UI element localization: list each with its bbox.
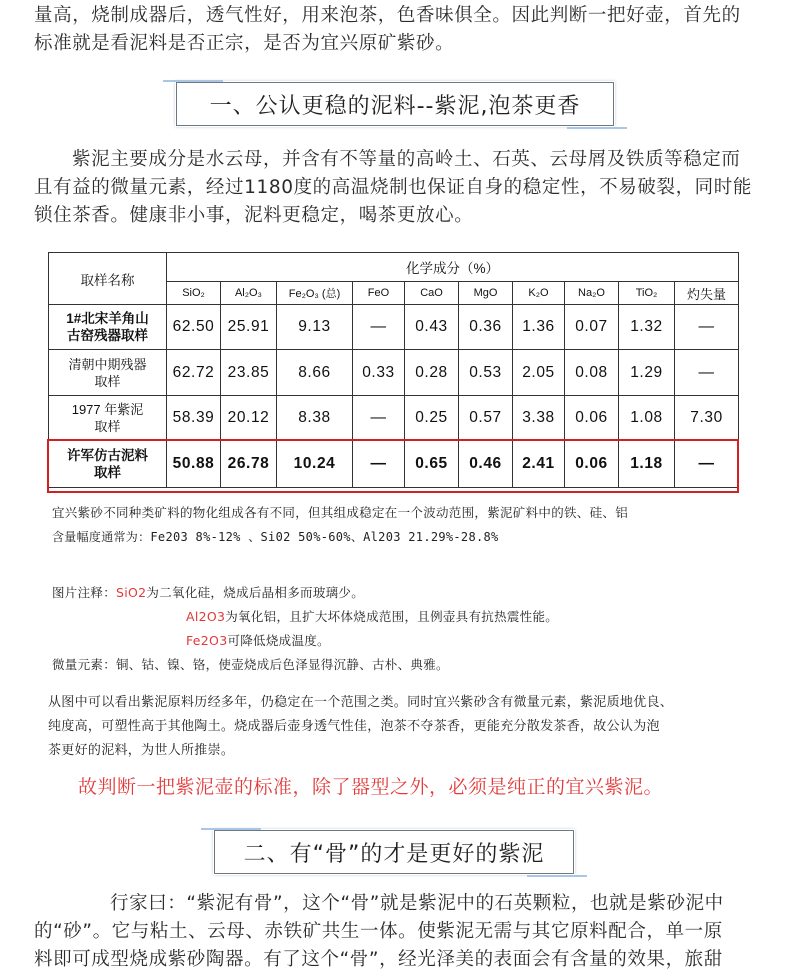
table-cell: 1.18: [619, 440, 675, 488]
conclusion-line-1: 从图中可以看出紫泥原料历经多年，仍稳定在一个范围之类。同时宜兴紫砂含有微量元素，紫泥质地优良、: [48, 695, 674, 710]
section-1-para-line-3: 锁住茶香。健康非小事，泥料更稳定，喝茶更放心。: [34, 205, 474, 226]
row-name-line: 1#北宋羊角山: [66, 311, 149, 326]
table-cell: —: [675, 440, 739, 488]
table-cell: 62.72: [167, 350, 221, 396]
row-name-line: 许军仿古泥料: [67, 447, 148, 463]
row-name-line: 取样: [94, 418, 121, 434]
section-2-heading-text: 二、有“骨”的才是更好的紫泥: [243, 841, 545, 867]
col-header: FeO: [353, 282, 405, 305]
table-cell: —: [675, 350, 739, 396]
fe2o3-label: Fe2O3: [186, 633, 228, 648]
table-cell: —: [353, 440, 405, 488]
table-cell: 10.24: [277, 440, 353, 488]
col-header: TiO₂: [619, 282, 675, 305]
col-header: Fe₂O₃ (总): [277, 282, 353, 305]
table-cell: —: [353, 305, 405, 350]
table-cell: 25.91: [221, 305, 277, 350]
table-cell: 0.43: [405, 305, 459, 350]
conclusion-line-2: 纯度高，可塑性高于其他陶土。烧成器后壶身透气性佳，泡茶不夺茶香，更能充分散发茶香，故公认为泡: [48, 719, 660, 734]
table-row: [49, 305, 739, 350]
col-header: Al₂O₃: [221, 282, 277, 305]
table-cell: 20.12: [221, 396, 277, 440]
table-corner-header: 取样名称: [49, 253, 167, 305]
col-header: 灼失量: [675, 282, 739, 305]
table-cell: —: [353, 396, 405, 440]
conclusion-red-statement: 故判断一把紫泥壶的标准，除了器型之外，必须是纯正的宜兴紫泥。: [78, 776, 664, 798]
section-2-para-line-3: 料即可成型烧成紫砂陶器。有了这个“骨”，经光泽美的表面会有含量的效果，旅甜: [34, 949, 723, 970]
section-1-heading-text: 一、公认更稳的泥料--紫泥,泡茶更香: [209, 93, 581, 119]
fe2o3-text: 可降低烧成温度。: [227, 633, 330, 648]
table-cell: 26.78: [221, 440, 277, 488]
table-cell: 8.38: [277, 396, 353, 440]
table-cell: 8.66: [277, 350, 353, 396]
section-1-heading: [176, 82, 614, 126]
col-header: SiO₂: [167, 282, 221, 305]
table-cell: 0.65: [405, 440, 459, 488]
table-cell: 0.07: [565, 305, 619, 350]
annotation-trace-elements: 微量元素：铜、钴、镍、铬，使壶烧成后色泽显得沉静、古朴、典雅。: [52, 657, 449, 672]
conclusion-line-3: 茶更好的泥料，为世人所推崇。: [48, 743, 235, 758]
intro-line-1: 量高，烧制成器后，透气性好，用来泡茶，色香味俱全。因此判断一把好壶，首先的: [34, 5, 741, 26]
table-note-line-1: 宜兴紫砂不同种类矿料的物化组成各有不同，但其组成稳定在一个波动范围，紫泥矿料中的铁、硅、铝: [52, 505, 629, 520]
table-cell: 58.39: [167, 396, 221, 440]
sio2-label: SiO2: [116, 585, 147, 600]
section-2-para-line-2: 的“砂”。它与粘土、云母、赤铁矿共生一体。使紫泥无需与其它原料配合，单一原: [34, 921, 723, 942]
row-name: [49, 305, 167, 350]
table-cell: 0.33: [353, 350, 405, 396]
table-cell: 3.38: [513, 396, 565, 440]
row-name: [49, 350, 167, 396]
col-header: MgO: [459, 282, 513, 305]
table-cell: 0.57: [459, 396, 513, 440]
row-name-line: 古窑残器取样: [67, 328, 148, 343]
row-name-line: 清朝中期残器: [68, 356, 147, 372]
section-2-para-line-1: 行家曰：“紫泥有骨”，这个“骨”就是紫泥中的石英颗粒，也就是紫砂泥中: [110, 893, 724, 914]
table-cell: 62.50: [167, 305, 221, 350]
annotation-line-sio2: [52, 582, 364, 604]
table-cell: 1.08: [619, 396, 675, 440]
intro-line-2: 标准就是看泥料是否正宗，是否为宜兴原矿紫砂。: [34, 33, 455, 54]
annotation-line-fe2o3: [186, 630, 330, 652]
table-row: [49, 396, 739, 440]
table-cell: 2.05: [513, 350, 565, 396]
table-note-line-2: 含量幅度通常为：Fe203 8%-12% 、Si02 50%-60%、Al203 21.29%-28.8%: [52, 530, 499, 544]
table-cell: 0.28: [405, 350, 459, 396]
col-header: Na₂O: [565, 282, 619, 305]
table-row: [49, 350, 739, 396]
table-cell: 0.08: [565, 350, 619, 396]
row-name: [49, 440, 167, 488]
row-name-line: 取样: [94, 373, 121, 389]
table-cell: 0.06: [565, 396, 619, 440]
table-group-header: 化学成分（%）: [167, 253, 739, 282]
table-row-highlighted: [49, 440, 739, 488]
table-cell: 0.46: [459, 440, 513, 488]
al2o3-label: Al2O3: [186, 609, 226, 624]
section-1-para-line-2: 且有益的微量元素，经过1180度的高温烧制也保证自身的稳定性，不易破裂，同时能: [34, 177, 752, 198]
section-1-para-line-1: 紫泥主要成分是水云母，并含有不等量的高岭土、石英、云母屑及铁质等稳定而: [72, 149, 741, 170]
annotation-line-al2o3: [186, 606, 558, 628]
section-2-heading: [214, 830, 574, 874]
table-cell: 0.25: [405, 396, 459, 440]
row-name-line: 取样: [94, 464, 121, 480]
table-cell: —: [675, 305, 739, 350]
al2o3-text: 为氧化铝，且扩大坏体烧成范围，且例壶具有抗热震性能。: [225, 609, 559, 624]
row-name-line: 1977 年紫泥: [71, 401, 144, 417]
col-header: CaO: [405, 282, 459, 305]
annotation-prefix: 图片注释：: [52, 585, 117, 600]
table-cell: 0.06: [565, 440, 619, 488]
chemical-composition-table: [48, 252, 739, 488]
table-cell: 1.32: [619, 305, 675, 350]
table-cell: 1.36: [513, 305, 565, 350]
table-cell: 2.41: [513, 440, 565, 488]
col-header: K₂O: [513, 282, 565, 305]
table-cell: 0.36: [459, 305, 513, 350]
table-cell: 23.85: [221, 350, 277, 396]
table-cell: 9.13: [277, 305, 353, 350]
sio2-text: 为二氧化硅，烧成后晶相多而玻璃少。: [146, 585, 365, 600]
row-name: [49, 396, 167, 440]
table-cell: 1.29: [619, 350, 675, 396]
table-cell: 0.53: [459, 350, 513, 396]
table-cell: 50.88: [167, 440, 221, 488]
table-cell: 7.30: [675, 396, 739, 440]
